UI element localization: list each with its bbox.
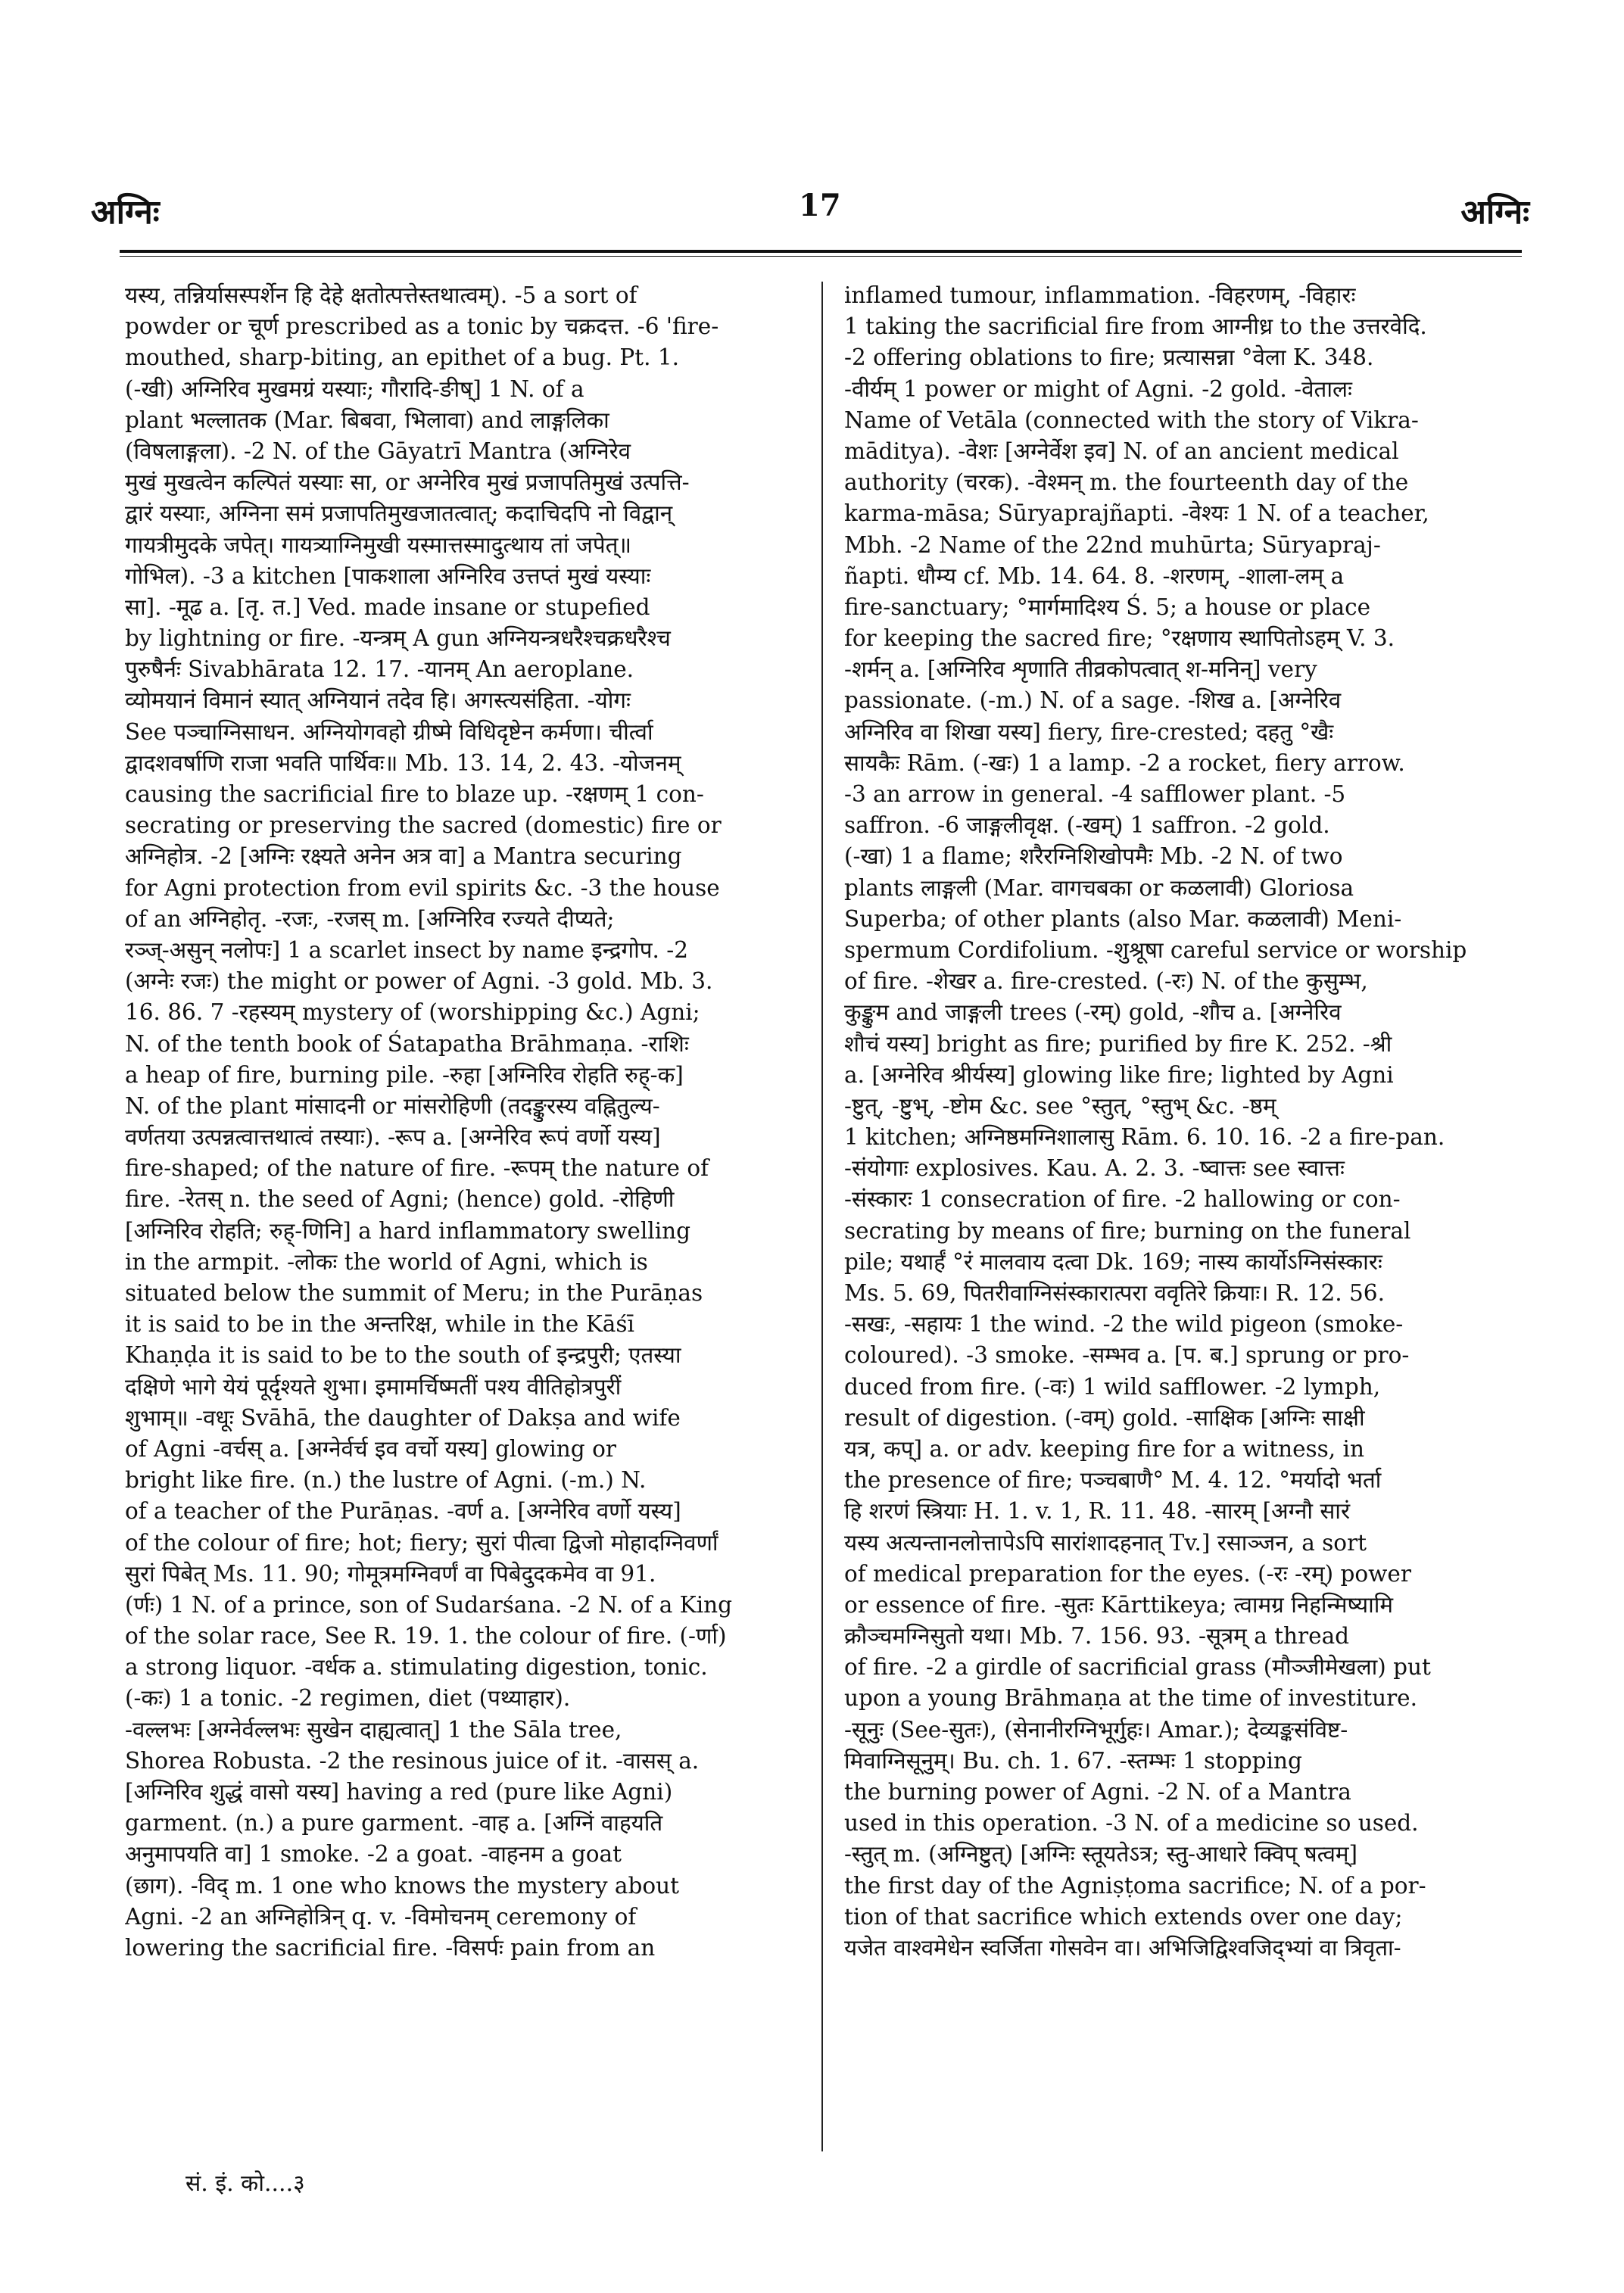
right-column [844,280,1516,1964]
text-line: tion of that sacrifice which extends over one day; [844,1903,1403,1930]
text-line: fire. -रेतस् n. the seed of Agni; (hence) gold. -रोहिणी [125,1186,675,1213]
text-line: lowering the sacrificial fire. -विसर्पः pain from an [125,1934,656,1961]
text-line: -संस्कारः 1 consecration of fire. -2 hallowing or con- [844,1186,1401,1213]
text-line: -सखः, -सहायः 1 the wind. -2 the wild pigeon (smoke- [844,1311,1404,1338]
text-line: māditya). -वेशः [अग्नेर्वेश इव] N. of an ancient medical [844,438,1399,464]
text-line: (विषलाङ्गला). -2 N. of the Gāyatrī Mantra (अग्निरेव [125,438,631,464]
text-line: -संयोगाः explosives. Kau. A. 2. 3. -ष्वात्तः see स्वात्तः [844,1155,1345,1182]
text-line: द्वारं यस्याः, अग्निना समं प्रजापतिमुखजातत्वात्; कदाचिदपि नो विद्वान् [125,500,673,527]
text-line: अनुमापयति वा] 1 smoke. -2 a goat. -वाहनम a goat [125,1841,622,1868]
text-line: -3 an arrow in general. -4 safflower plant. -5 [844,781,1346,807]
text-line: for keeping the sacred fire; °रक्षणाय स्थापितोऽहम् V. 3. [844,625,1395,652]
text-line: द्वादशवर्षाणि राजा भवति पार्थिवः॥ Mb. 13. 14, 2. 43. -योजनम् [125,749,681,776]
text-line: of medical preparation for the eyes. (-रः -रम्) power [844,1560,1411,1587]
text-line: यस्य अत्यन्तानलोत्तापेऽपि सारांशादहनात् Tv.] रसाञ्जन, a sort [844,1529,1367,1556]
left-headword: अग्निः [91,193,160,232]
text-line: पुरुषैर्नः Sivabhārata 12. 17. -यानम् An aeroplane. [125,656,634,683]
text-line: result of digestion. (-वम्) gold. -साक्षिक [अग्निः साक्षी [844,1404,1365,1431]
text-line: दक्षिणे भागे येयं पूर्दृश्यते शुभा। इमामर्चिष्मतीं पश्य वीतिहोत्रपुरीं [125,1373,622,1400]
text-line: रञ्ज्-असुन् नलोपः] 1 a scarlet insect by name इन्द्रगोप. -2 [125,936,688,963]
text-line: (-खा) 1 a flame; शरैरग्निशिखोपमैः Mb. -2 N. of two [844,843,1343,870]
column-divider [821,282,823,2151]
text-line: of the colour of fire; hot; fiery; सुरां पीत्वा द्विजो मोहादग्निवर्णां [125,1529,718,1556]
text-line: Ms. 5. 69, पितरीवाग्निसंस्कारात्परा ववृतिरे क्रियाः। R. 12. 56. [844,1280,1385,1306]
text-line: -सूनुः (See-सुतः), (सेनानीरग्निभूर्गुहः। Amar.); देव्यङ्कसंविष्ट- [844,1716,1348,1743]
text-line: fire-shaped; of the nature of fire. -रूपम् the nature of [125,1155,709,1182]
text-line: of the solar race, See R. 19. 1. the colour of fire. (-र्णा) [125,1623,727,1650]
text-line: bright like fire. (n.) the lustre of Agni. (-m.) N. [125,1467,647,1494]
text-line: pile; यथार्हं °रं मालवाय दत्वा Dk. 169; नास्य कार्योऽग्निसंस्कारः [844,1248,1382,1275]
text-line: causing the sacrificial fire to blaze up. -रक्षणम् 1 con- [125,781,704,807]
text-line: [अग्निरिव शुद्धं वासो यस्य] having a red (pure like Agni) [125,1779,673,1805]
text-line: See पञ्चाग्निसाधन. अग्नियोगवहो ग्रीष्मे विधिदृष्टेन कर्मणा। चीर्त्वा [125,718,653,745]
text-line: Name of Vetāla (connected with the story of Vikra- [844,407,1419,433]
text-line: व्योमयानं विमानं स्यात् अग्नियानं तदेव हि। अगस्त्यसंहिता. -योगः [125,687,631,714]
text-line: a. [अग्नेरिव श्रीर्यस्य] glowing like fire; lighted by Agni [844,1061,1394,1088]
text-line: karma-māsa; Sūryaprajñapti. -वेश्यः 1 N. of a teacher, [844,500,1429,527]
text-line: अग्निहोत्र. -2 [अग्निः रक्ष्यते अनेन अत्र वा] a Mantra securing [125,843,682,870]
text-line: -ष्टुत्, -ष्टुभ्, -ष्टोम &c. see °स्तुत्, °स्तुभ् &c. -ष्ठम् [844,1092,1276,1119]
text-line: of an अग्निहोतृ. -रजः, -रजस् m. [अग्निरिव रज्यते दीप्यते; [125,905,615,932]
text-line: -स्तुत् m. (अग्निष्टुत्) [अग्निः स्तूयतेऽत्र; स्तु-आधारे क्विप् षत्वम्] [844,1841,1358,1868]
header-rule-thin [120,256,1522,257]
text-line: -वीर्यम् 1 power or might of Agni. -2 gold. -वेतालः [844,375,1352,402]
text-line: mouthed, sharp-biting, an epithet of a bug. Pt. 1. [125,344,680,371]
text-line: or essence of fire. -सुतः Kārttikeya; त्वामग्र निहन्मिष्यामि [844,1591,1394,1618]
text-line: N. of the plant मांसादनी or मांसरोहिणी (तदङ्कुरस्य वह्नितुल्य- [125,1092,660,1119]
text-line: (-कः) 1 a tonic. -2 regimen, diet (पथ्याहार). [125,1685,571,1712]
text-line: कुङ्कुम and जाङ्गली trees (-रम्) gold, -शौच a. [अग्नेरिव [844,999,1342,1026]
text-line: in the armpit. -लोकः the world of Agni, which is [125,1248,648,1275]
text-line: 1 kitchen; अग्निष्ठमग्निशालासु Rām. 6. 10. 16. -2 a fire-pan. [844,1124,1445,1151]
text-line: a strong liquor. -वर्धक a. stimulating digestion, tonic. [125,1654,708,1681]
text-line: क्रौञ्चमग्निसुतो यथा। Mb. 7. 156. 93. -सूत्रम् a thread [844,1623,1350,1650]
text-line: हि शरणं स्त्रियाः H. 1. v. 1, R. 11. 48. -सारम् [अग्नौ सारं [844,1498,1351,1525]
text-line: Khaṇḍa it is said to be to the south of इन्द्रपुरी; एतस्या [125,1342,681,1369]
text-line: of Agni -वर्चस् a. [अग्नेर्वर्च इव वर्चो यस्य] glowing or [125,1435,616,1462]
text-line: the burning power of Agni. -2 N. of a Mantra [844,1779,1351,1805]
text-line: शौचं यस्य] bright as fire; purified by fire K. 252. -श्री [844,1030,1392,1057]
text-line: मुखं मुखत्वेन कल्पितं यस्याः सा, or अग्नेरिव मुखं प्रजापतिमुखं उत्पत्ति- [125,469,690,496]
text-line: Superba; of other plants (also Mar. कळलावी) Meni- [844,905,1402,932]
text-line: garment. (n.) a pure garment. -वाह a. [अग्निं वाहयति [125,1810,663,1837]
text-line: 1 taking the sacrificial fire from आग्नीध्र to the उत्तरवेदि. [844,313,1427,340]
text-line: N. of the tenth book of Śatapatha Brāhmaṇa. -राशिः [125,1030,689,1057]
text-line: of fire. -2 a girdle of sacrificial grass (मौञ्जीमेखला) put [844,1654,1431,1681]
signature-mark: सं. इं. को....३ [185,2170,305,2197]
text-line: यस्य, तन्निर्यासस्पर्शेन हि देहे क्षतोत्पत्तेस्तथात्वम्). -5 a sort of [125,282,637,308]
text-line: (अग्नेः रजः) the might or power of Agni. -3 gold. Mb. 3. [125,968,713,995]
text-line: यजेत वाश्वमेधेन स्वर्जिता गोसवेन वा। अभिजिद्विश्वजिद्भ्यां वा त्रिवृता- [844,1934,1401,1961]
text-line: यत्र, कप्] a. or adv. keeping fire for a witness, in [844,1435,1364,1462]
right-headword: अग्निः [1460,193,1529,232]
page-header [91,188,1529,241]
text-line: by lightning or fire. -यन्त्रम् A gun अग्नियन्त्रधरैश्चक्रधरैश्च [125,625,671,652]
text-line: powder or चूर्ण prescribed as a tonic by चक्रदत्त. -6 'fire- [125,313,719,340]
text-line: (र्णः) 1 N. of a prince, son of Sudarśana. -2 N. of a King [125,1591,733,1618]
text-line: coloured). -3 smoke. -सम्भव a. [प. ब.] sprung or pro- [844,1342,1410,1369]
text-line: secrating or preserving the sacred (domestic) fire or [125,812,722,839]
text-line: of fire. -शेखर a. fire-crested. (-रः) N. of the कुसुम्भ, [844,968,1368,995]
text-line: it is said to be in the अन्तरिक्ष, while in the Kāśī [125,1311,634,1338]
text-line: मिवाग्निसूनुम्। Bu. ch. 1. 67. -स्तम्भः 1 stopping [844,1747,1302,1774]
text-line: spermum Cordifolium. -शुश्रूषा careful service or worship [844,936,1467,963]
text-line: the first day of the Agniṣṭoma sacrifice; N. of a por- [844,1872,1426,1899]
text-line: वर्णतया उत्पन्नत्वात्तथात्वं तस्याः). -रूप a. [अग्नेरिव रूपं वर्णो यस्य] [125,1124,661,1151]
text-line: Agni. -2 an अग्निहोत्रिन् q. v. -विमोचनम् ceremony of [125,1903,637,1930]
text-line: duced from fire. (-वः) 1 wild safflower. -2 lymph, [844,1373,1381,1400]
text-line: (-खी) अग्निरिव मुखमग्रं यस्याः; गौरादि-ङीष्] 1 N. of a [125,375,584,402]
text-line: saffron. -6 जाङ्गलीवृक्ष. (-खम्) 1 saffron. -2 gold. [844,812,1330,839]
text-line: authority (चरक). -वेश्मन् m. the fourteenth day of the [844,469,1409,496]
header-rule [120,250,1522,253]
text-line: 16. 86. 7 -रहस्यम् mystery of (worshipping &c.) Agni; [125,999,700,1026]
text-line: plant भल्लातक (Mar. बिबवा, भिलावा) and लाङ्गलिका [125,407,609,433]
text-line: plants लाङ्गली (Mar. वागचबका or कळलावी) Gloriosa [844,874,1354,901]
text-line: secrating by means of fire; burning on the funeral [844,1217,1411,1244]
text-line: अग्निरिव वा शिखा यस्य] fiery, fire-crested; दहतु °खैः [844,718,1334,745]
text-line: Shorea Robusta. -2 the resinous juice of it. -वासस् a. [125,1747,700,1774]
text-line: used in this operation. -3 N. of a medicine so used. [844,1810,1419,1837]
text-line: [अग्निरिव रोहति; रुह्-णिनि] a hard inflammatory swelling [125,1217,691,1244]
text-line: गोभिल). -3 a kitchen [पाकशाला अग्निरिव उत्तप्तं मुखं यस्याः [125,562,651,589]
text-line: सायकैः Rām. (-खः) 1 a lamp. -2 a rocket, fiery arrow. [844,749,1405,776]
text-line: situated below the summit of Meru; in the Purāṇas [125,1280,703,1306]
text-line: a heap of fire, burning pile. -रुहा [अग्निरिव रोहति रुह्-क] [125,1061,684,1088]
text-line: upon a young Brāhmaṇa at the time of investiture. [844,1685,1418,1712]
left-column [125,280,797,1964]
text-line: गायत्रीमुदके जपेत्। गायत्र्याग्निमुखी यस्मात्तस्मादुत्थाय तां जपेत्॥ [125,531,632,558]
page-number: 17 [799,188,841,223]
text-line: सा]. -मूढ a. [तृ. त.] Ved. made insane or stupefied [125,594,650,620]
text-line: -वल्लभः [अग्नेर्वल्लभः सुखेन दाह्यत्वात्] 1 the Sāla tree, [125,1716,622,1743]
text-line: inflamed tumour, inflammation. -विहरणम्, -विहारः [844,282,1356,308]
text-line: -2 offering oblations to fire; प्रत्यासन्ना °वेला K. 348. [844,344,1374,371]
text-line: सुरां पिबेत् Ms. 11. 90; गोमूत्रमग्निवर्णं वा पिबेदुदकमेव वा 91. [125,1560,656,1587]
text-line: of a teacher of the Purāṇas. -वर्ण a. [अग्नेरिव वर्णो यस्य] [125,1498,681,1525]
text-line: fire-sanctuary; °मार्गमादिश्य Ś. 5; a house or place [844,594,1371,620]
text-line: शुभाम्॥ -वधूः Svāhā, the daughter of Dakṣa and wife [125,1404,681,1431]
text-line: for Agni protection from evil spirits &c. -3 the house [125,874,720,901]
text-line: Mbh. -2 Name of the 22nd muhūrta; Sūryapraj- [844,531,1381,558]
text-line: (छाग). -विद् m. 1 one who knows the mystery about [125,1872,680,1899]
text-line: passionate. (-m.) N. of a sage. -शिख a. [अग्नेरिव [844,687,1342,714]
text-line: ñapti. धौम्य cf. Mb. 14. 64. 8. -शरणम्, -शाला-लम् a [844,562,1345,589]
text-line: the presence of fire; पञ्चबाणै° M. 4. 12. °मर्यादो भर्ता [844,1467,1382,1494]
text-line: -शर्मन् a. [अग्निरिव शृणाति तीव्रकोपत्वात् श-मनिन्] very [844,656,1317,683]
